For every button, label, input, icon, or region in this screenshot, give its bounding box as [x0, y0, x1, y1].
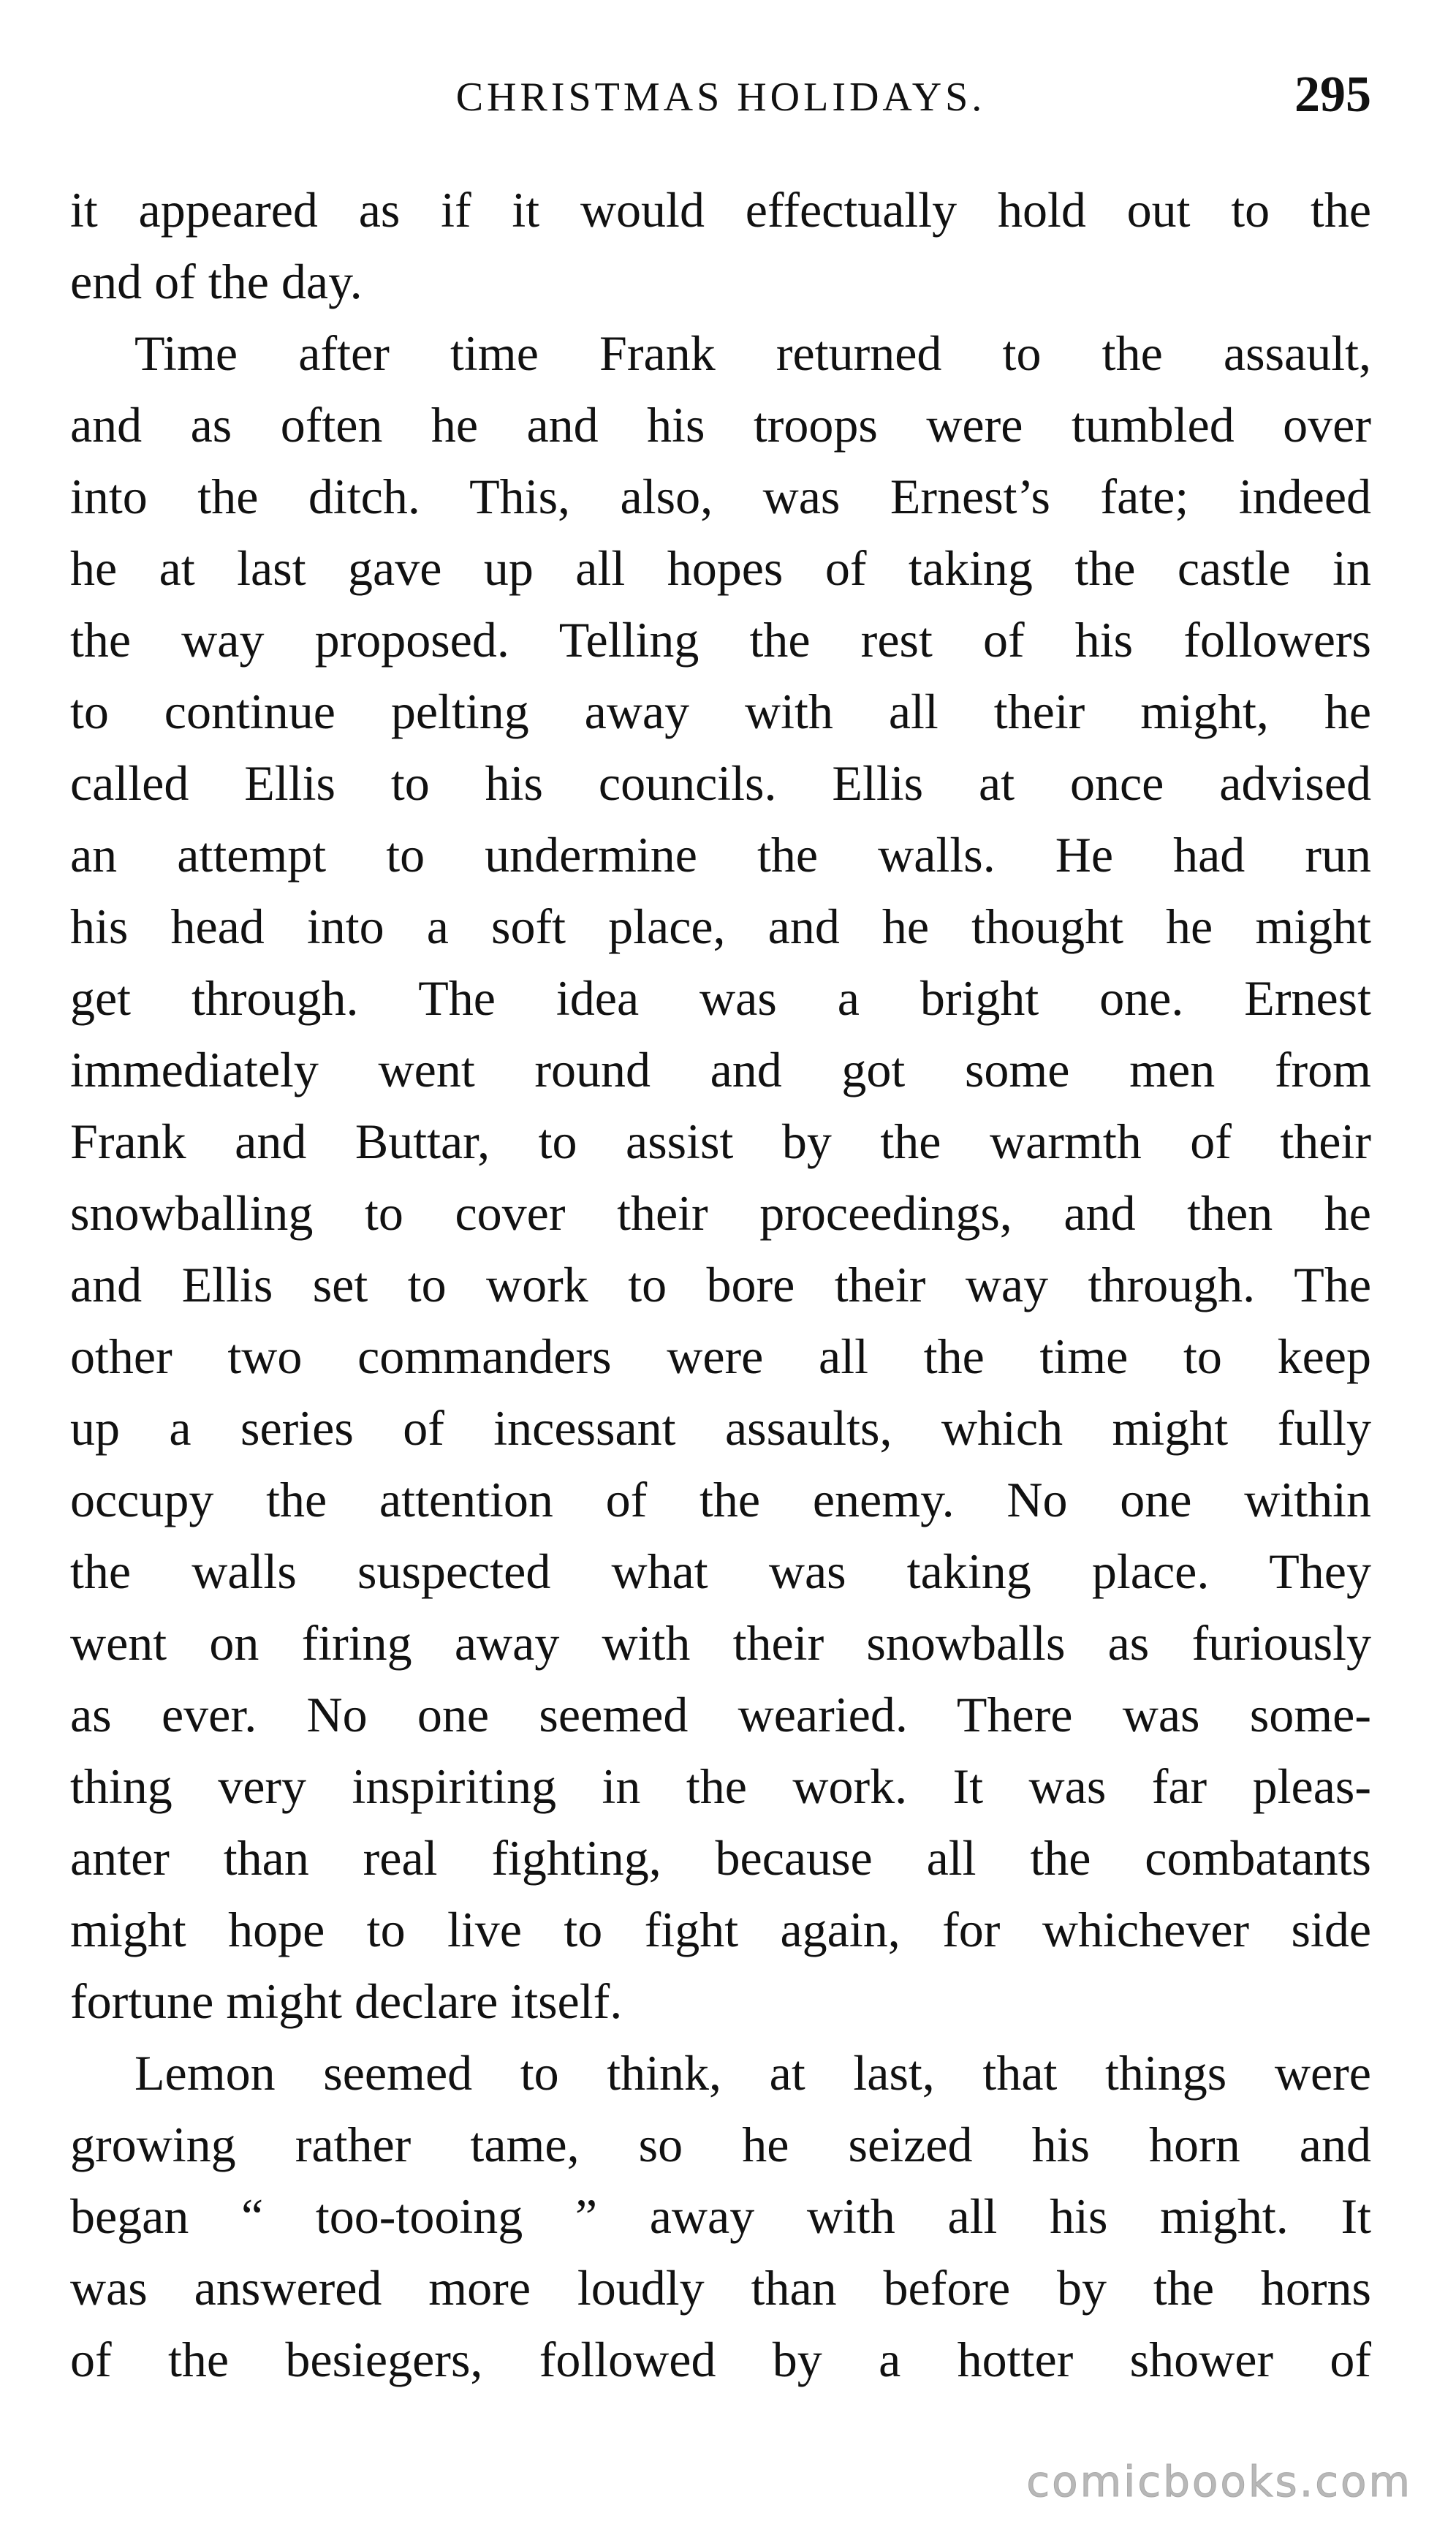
- page-number: 295: [1294, 67, 1371, 123]
- text-line: to continue pelting away with all their might, he: [70, 684, 1371, 739]
- text-line: fortune might declare itself.: [70, 1973, 623, 2029]
- body-text: [70, 174, 1371, 2395]
- text-line: the way proposed. Telling the rest of his followers: [70, 612, 1371, 668]
- paragraph: [70, 2037, 1371, 2395]
- text-line: get through. The idea was a bright one. Ernest: [70, 970, 1371, 1026]
- text-line: and as often he and his troops were tumbled over: [70, 397, 1371, 453]
- text-line: was answered more loudly than before by the horns: [70, 2260, 1371, 2316]
- text-line: he at last gave up all hopes of taking the castle in: [70, 540, 1371, 596]
- paragraph: [70, 174, 1371, 317]
- text-line: into the ditch. This, also, was Ernest’s fate; indeed: [70, 469, 1371, 524]
- text-line: anter than real fighting, because all the combatants: [70, 1830, 1371, 1886]
- text-line: Time after time Frank returned to the assault,: [134, 325, 1371, 381]
- text-line: might hope to live to fight again, for whichever side: [70, 1902, 1371, 1957]
- text-line: as ever. No one seemed wearied. There was some-: [70, 1687, 1371, 1742]
- text-line: of the besiegers, followed by a hotter shower of: [70, 2332, 1371, 2387]
- text-line: the walls suspected what was taking place. They: [70, 1543, 1371, 1599]
- text-line: went on firing away with their snowballs as furiously: [70, 1615, 1371, 1671]
- running-header: [70, 64, 1371, 130]
- text-line: growing rather tame, so he seized his horn and: [70, 2117, 1371, 2172]
- text-line: up a series of incessant assaults, which might fully: [70, 1400, 1371, 1456]
- text-line: began “ too-tooing ” away with all his might. It: [70, 2188, 1371, 2244]
- text-line: it appeared as if it would effectually hold out to the: [70, 182, 1371, 238]
- text-line: Frank and Buttar, to assist by the warmth of their: [70, 1114, 1371, 1169]
- text-line: immediately went round and got some men from: [70, 1042, 1371, 1097]
- text-line: other two commanders were all the time to keep: [70, 1329, 1371, 1384]
- text-line: thing very inspiriting in the work. It was far pleas-: [70, 1758, 1371, 1814]
- text-line: snowballing to cover their proceedings, and then he: [70, 1185, 1371, 1241]
- text-line: his head into a soft place, and he thought he might: [70, 899, 1371, 954]
- text-line: called Ellis to his councils. Ellis at once advised: [70, 755, 1371, 811]
- text-line: an attempt to undermine the walls. He had run: [70, 827, 1371, 883]
- text-line: Lemon seemed to think, at last, that things were: [134, 2045, 1371, 2101]
- watermark-logo: comicbooks.com: [1026, 2457, 1412, 2506]
- text-line: and Ellis set to work to bore their way through. The: [70, 1257, 1371, 1312]
- paragraph: [70, 317, 1371, 2037]
- text-line: occupy the attention of the enemy. No one within: [70, 1472, 1371, 1527]
- running-title: CHRISTMAS HOLIDAYS.: [455, 75, 986, 120]
- text-line: end of the day.: [70, 254, 363, 309]
